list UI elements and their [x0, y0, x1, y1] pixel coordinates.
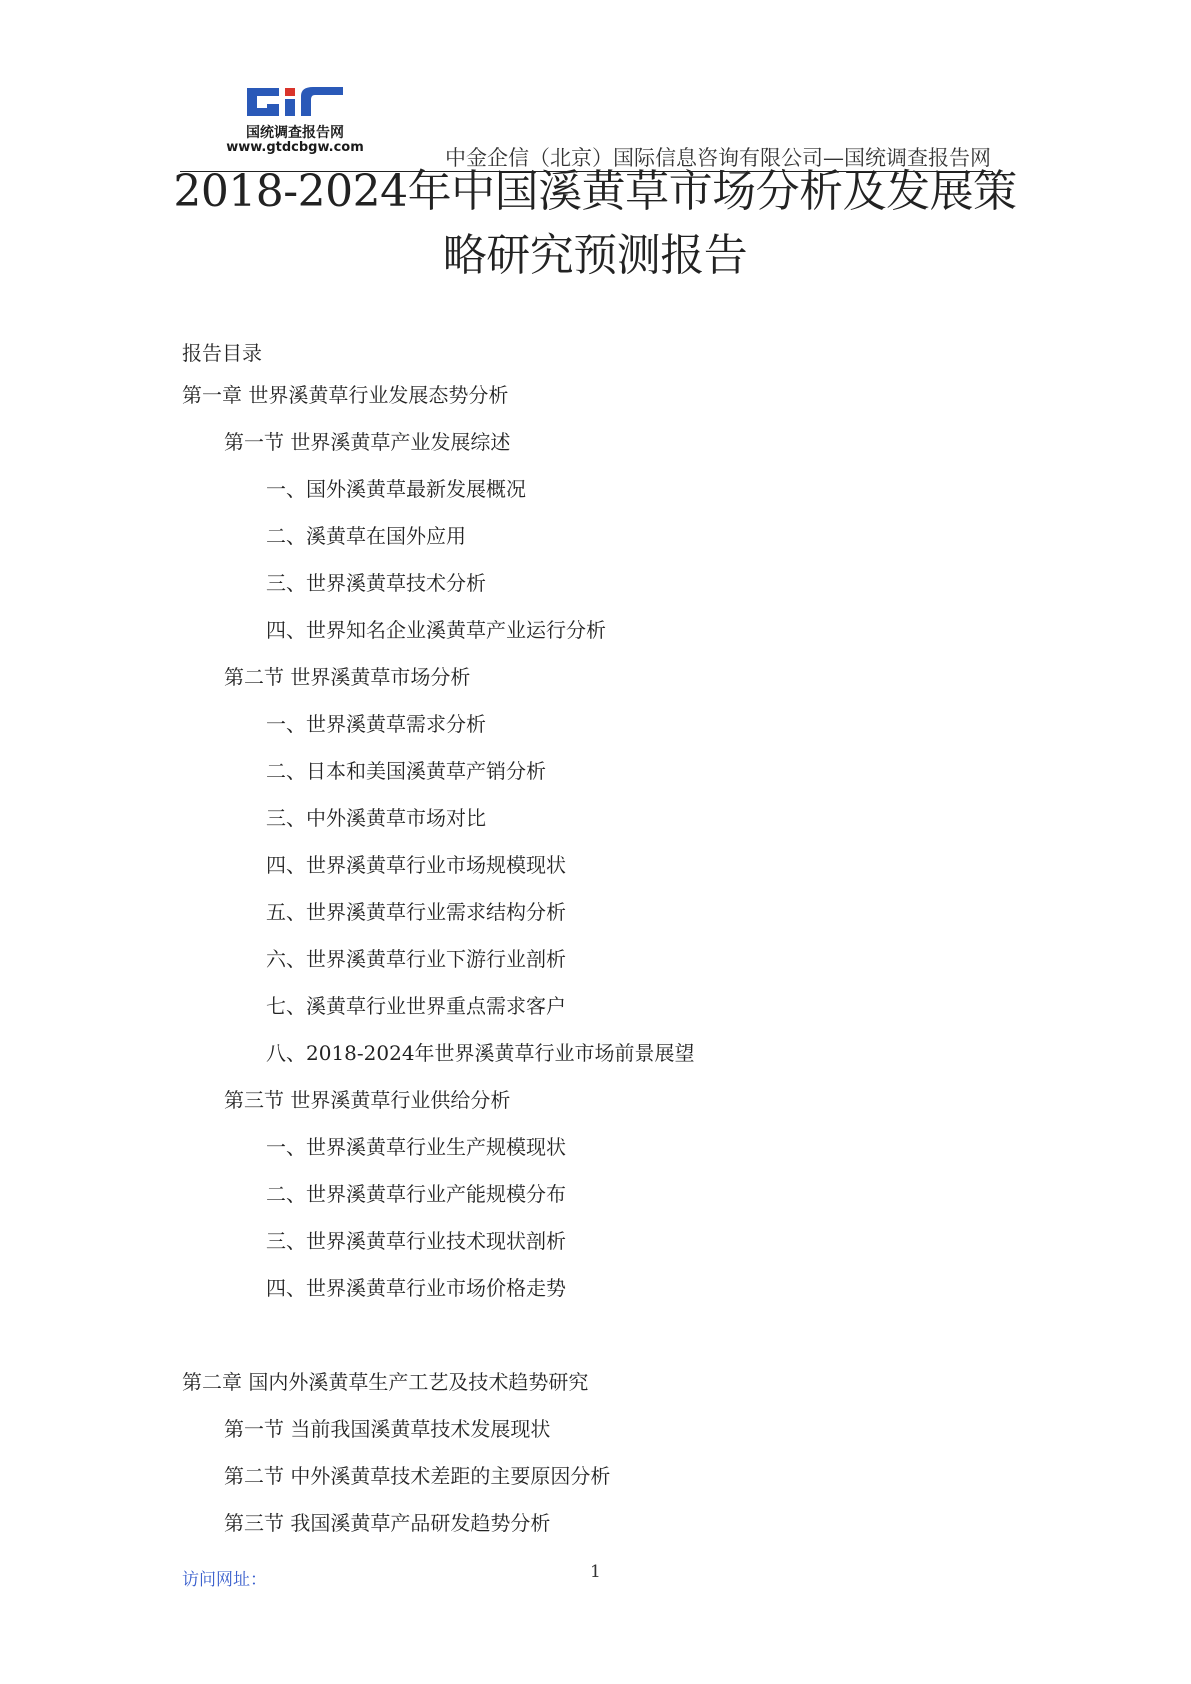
- toc-section[interactable]: 第一节 当前我国溪黄草技术发展现状: [224, 1417, 551, 1441]
- toc-item[interactable]: 一、国外溪黄草最新发展概况: [266, 477, 526, 501]
- gir-logo-icon: [243, 82, 347, 122]
- toc-item[interactable]: 一、世界溪黄草行业生产规模现状: [266, 1135, 566, 1159]
- toc-section[interactable]: 第一节 世界溪黄草产业发展综述: [224, 430, 511, 454]
- toc-chapter[interactable]: 第二章 国内外溪黄草生产工艺及技术趋势研究: [182, 1370, 589, 1394]
- toc-section[interactable]: 第三节 我国溪黄草产品研发趋势分析: [224, 1511, 551, 1535]
- toc-item[interactable]: 二、溪黄草在国外应用: [266, 524, 466, 548]
- toc-item[interactable]: 四、世界溪黄草行业市场规模现状: [266, 853, 566, 877]
- toc-item[interactable]: 三、世界溪黄草行业技术现状剖析: [266, 1229, 566, 1253]
- header-company-name: 中金企信（北京）国际信息咨询有限公司—国统调查报告网: [445, 146, 991, 170]
- report-title: [170, 160, 1020, 288]
- title-line-1: 2018-2024年中国溪黄草市场分析及发展策: [173, 166, 1017, 217]
- toc-section[interactable]: 第二节 世界溪黄草市场分析: [224, 665, 471, 689]
- toc-item[interactable]: 三、中外溪黄草市场对比: [266, 806, 486, 830]
- toc-item[interactable]: 七、溪黄草行业世界重点需求客户: [266, 994, 566, 1018]
- logo-url: www.gtdcbgw.com: [226, 140, 364, 155]
- visit-url-label[interactable]: 访问网址：: [182, 1570, 267, 1590]
- toc-item[interactable]: 一、世界溪黄草需求分析: [266, 712, 486, 736]
- toc-chapter[interactable]: 第一章 世界溪黄草行业发展态势分析: [182, 383, 509, 407]
- page-number: 1: [590, 1562, 601, 1582]
- toc-item[interactable]: 五、世界溪黄草行业需求结构分析: [266, 900, 566, 924]
- toc-item[interactable]: 二、世界溪黄草行业产能规模分布: [266, 1182, 566, 1206]
- toc-item[interactable]: 二、日本和美国溪黄草产销分析: [266, 759, 546, 783]
- toc-item[interactable]: 三、世界溪黄草技术分析: [266, 571, 486, 595]
- toc-item[interactable]: 八、2018-2024年世界溪黄草行业市场前景展望: [266, 1041, 695, 1065]
- company-logo: [215, 82, 375, 162]
- toc-heading: 报告目录: [182, 341, 262, 365]
- toc-item[interactable]: 四、世界知名企业溪黄草产业运行分析: [266, 618, 606, 642]
- logo-name: 国统调查报告网: [246, 125, 344, 141]
- toc-section[interactable]: 第三节 世界溪黄草行业供给分析: [224, 1088, 511, 1112]
- toc-item[interactable]: 六、世界溪黄草行业下游行业剖析: [266, 947, 566, 971]
- toc-section[interactable]: 第二节 中外溪黄草技术差距的主要原因分析: [224, 1464, 611, 1488]
- toc-item[interactable]: 四、世界溪黄草行业市场价格走势: [266, 1276, 566, 1300]
- title-line-2: 略研究预测报告: [442, 230, 748, 281]
